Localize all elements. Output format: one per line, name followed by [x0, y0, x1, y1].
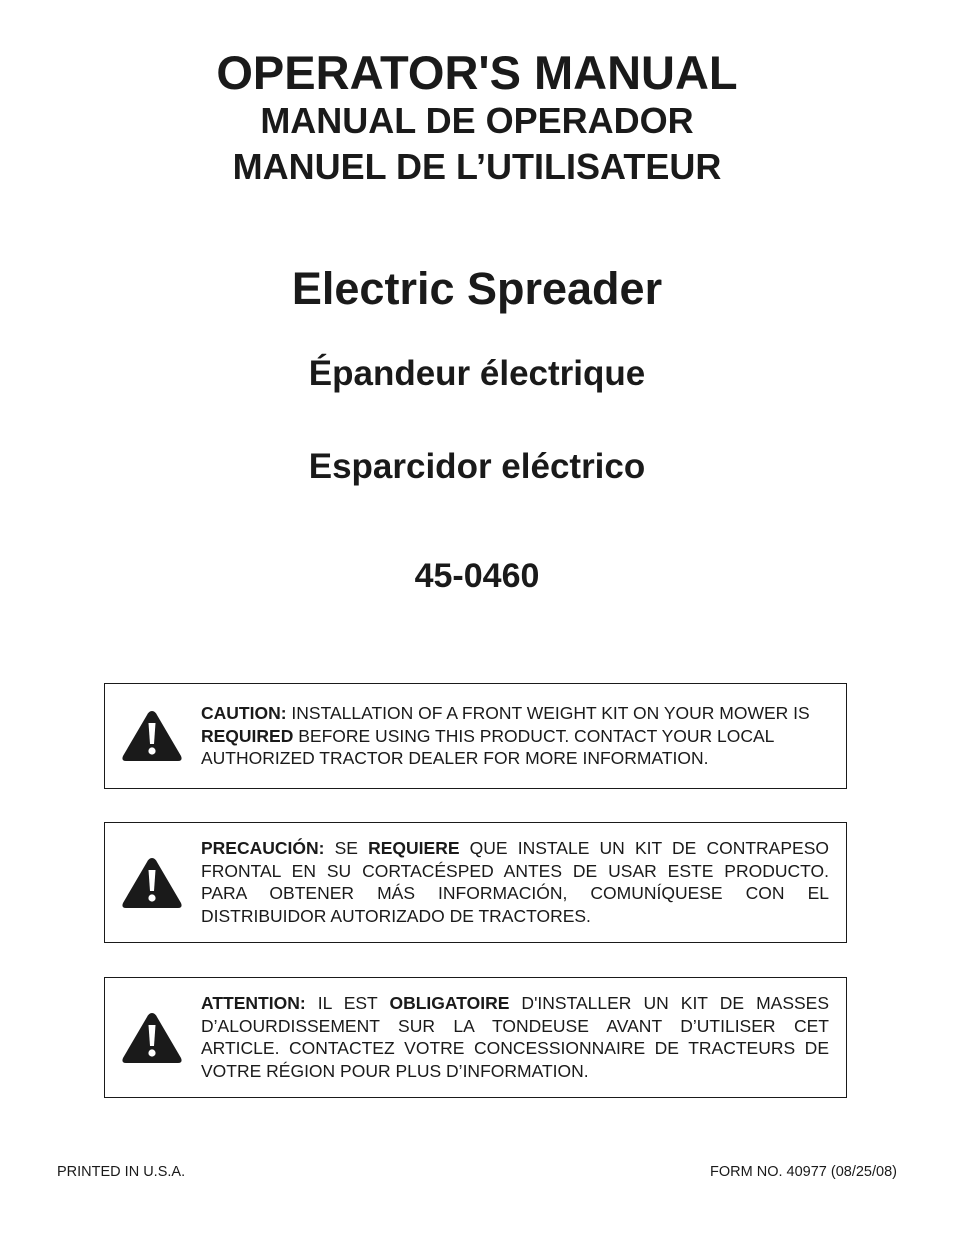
title-english: OPERATOR'S MANUAL: [216, 46, 738, 99]
warning-triangle-icon: [120, 855, 184, 911]
product-name-english: Electric Spreader: [291, 263, 663, 314]
caution-label: ATTENTION:: [201, 993, 306, 1013]
caution-box-english: [104, 683, 847, 789]
caution-label: CAUTION:: [201, 703, 287, 723]
title-french: MANUEL DE L’UTILISATEUR: [232, 146, 722, 187]
caution-text-spanish: [201, 837, 829, 928]
caution-text-french: [201, 992, 829, 1083]
caution-label: PRECAUCIÓN:: [201, 838, 325, 858]
caution-emphasis: OBLIGATOIRE: [389, 993, 510, 1013]
model-number: 45-0460: [414, 557, 540, 595]
form-number: FORM NO. 40977 (08/25/08): [710, 1164, 897, 1180]
caution-text-part: BEFORE USING THIS PRODUCT. CONTACT YOUR LOCAL AUTHORIZED TRACTOR DEALER FOR MORE INFORMATION.: [201, 725, 774, 769]
caution-text-english: [201, 702, 829, 770]
caution-text-part: D'INSTALLER UN KIT DE MASSES D’ALOURDISSEMENT SUR LA TONDEUSE AVANT D’UTILISER CET ARTICLE. CONTACTEZ VOTRE CONCESSIONNAIRE DE TRACTEURS DE VOTRE RÉGION POUR PLUS D’INFORMATION.: [201, 993, 830, 1082]
product-name-spanish: Esparcidor eléctrico: [308, 447, 646, 486]
warning-triangle-icon: [120, 1010, 184, 1066]
caution-box-spanish: [104, 822, 847, 943]
caution-emphasis: REQUIRED: [201, 725, 294, 746]
caution-text-part: INSTALLATION OF A FRONT WEIGHT KIT ON YOUR MOWER IS: [286, 703, 810, 723]
caution-text-part: IL EST: [305, 993, 390, 1013]
title-spanish: MANUAL DE OPERADOR: [260, 100, 694, 141]
caution-box-french: [104, 977, 847, 1098]
warning-triangle-icon: [120, 708, 184, 764]
printed-in-note: PRINTED IN U.S.A.: [57, 1164, 186, 1180]
caution-text-part: SE: [324, 838, 369, 858]
caution-text-part: QUE INSTALE UN KIT DE CONTRAPESO FRONTAL EN SU CORTACÉSPED ANTES DE USAR ESTE PRODUCTO. PARA OBTENER MÁS INFORMACIÓN, COMUNÍQUESE CON EL DISTRIBUIDOR AUTORIZADO DE TRACTORES.: [201, 838, 829, 927]
caution-emphasis: REQUIERE: [368, 838, 460, 858]
product-name-french: Épandeur électrique: [308, 354, 646, 393]
